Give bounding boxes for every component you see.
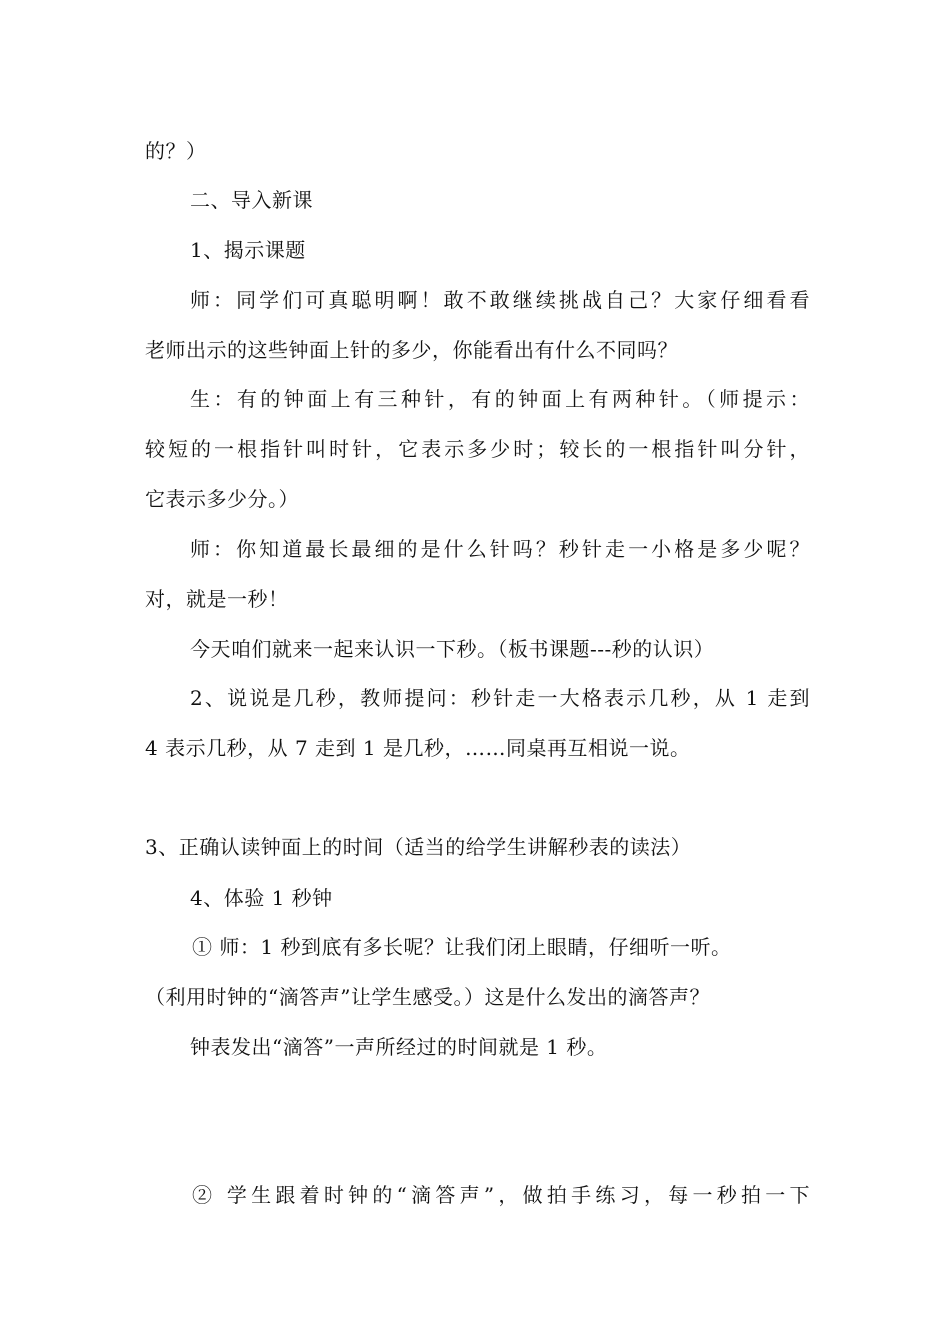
paragraph-line: 老师出示的这些钟面上针的多少，你能看出有什么不同吗？ [145, 338, 678, 362]
subsection-heading: 3、正确认读钟面上的时间（适当的给学生讲解秒表的读法） [145, 835, 692, 859]
section-heading: 二、导入新课 [190, 188, 313, 212]
subsection-heading: 1、揭示课题 [190, 238, 306, 262]
paragraph-line: 今天咱们就来一起来认识一下秒。（板书课题---秒的认识） [190, 637, 715, 661]
paragraph-line: 的？） [145, 139, 207, 163]
paragraph-line: ② 学生跟着时钟的“滴答声”，做拍手练习，每一秒拍一下 [192, 1183, 810, 1207]
paragraph-line: 2、说说是几秒，教师提问：秒针走一大格表示几秒，从 1 走到 [190, 686, 810, 710]
paragraph-line: 师：同学们可真聪明啊！敢不敢继续挑战自己？大家仔细看看 [190, 288, 810, 312]
paragraph-line: 生：有的钟面上有三种针，有的钟面上有两种针。（师提示： [190, 387, 810, 411]
paragraph-line: 师：你知道最长最细的是什么针吗？秒针走一小格是多少呢？ [190, 537, 810, 561]
paragraph-line: （利用时钟的“滴答声”让学生感受。）这是什么发出的滴答声？ [145, 985, 710, 1009]
paragraph-line: 钟表发出“滴答”一声所经过的时间就是 1 秒。 [190, 1035, 608, 1059]
paragraph-line: 较短的一根指针叫时针，它表示多少时；较长的一根指针叫分针， [145, 437, 810, 461]
paragraph-line: 对，就是一秒！ [145, 587, 289, 611]
paragraph-line: 它表示多少分。） [145, 487, 299, 511]
paragraph-line: ① 师：1 秒到底有多长呢？让我们闭上眼睛，仔细听一听。 [192, 935, 732, 959]
paragraph-line: 4 表示几秒，从 7 走到 1 是几秒，……同桌再互相说一说。 [145, 736, 691, 760]
subsection-heading: 4、体验 1 秒钟 [190, 886, 333, 910]
